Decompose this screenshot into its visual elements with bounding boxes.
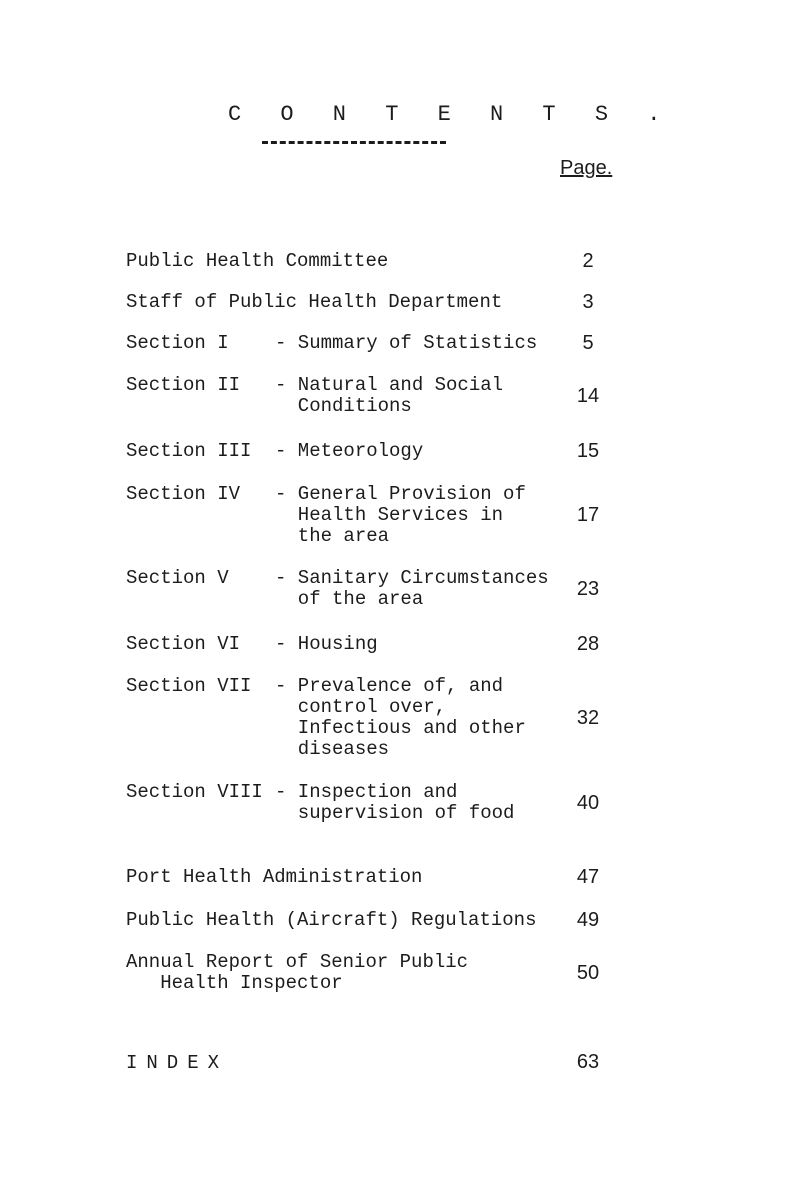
entry-label: Port Health Administration	[126, 866, 423, 888]
entry-label: Staff of Public Health Department	[126, 291, 503, 313]
entry-description: - Sanitary Circumstances of the area	[275, 567, 549, 610]
entry-section: Section V	[126, 567, 229, 589]
entry-label: Public Health Committee	[126, 250, 389, 272]
entry-section: Section VI	[126, 633, 241, 655]
index-label: INDEX	[126, 1052, 229, 1074]
entry-page: 5	[582, 332, 594, 354]
entry-description: - General Provision of Health Services in the area	[275, 483, 526, 547]
entry-description: - Natural and Social Conditions	[275, 374, 504, 417]
entry-description: - Inspection and supervision of food	[275, 781, 515, 824]
entry-description: - Summary of Statistics	[275, 332, 538, 354]
entry-page: 3	[582, 291, 594, 313]
title-underline	[262, 141, 446, 144]
entry-page: 2	[582, 250, 594, 272]
index-page: 63	[576, 1051, 600, 1073]
entry-description: - Prevalence of, and control over, Infectious and other diseases	[275, 675, 526, 760]
entry-page: 32	[576, 707, 600, 729]
entry-page: 49	[576, 909, 600, 931]
contents-title: C O N T E N T S .	[228, 102, 674, 127]
entry-section: Section VII	[126, 675, 252, 697]
page-column-heading: Page.	[560, 157, 613, 179]
entry-description: - Meteorology	[275, 440, 424, 462]
entry-page: 50	[576, 962, 600, 984]
entry-section: Section IV	[126, 483, 241, 505]
entry-label: Public Health (Aircraft) Regulations	[126, 909, 537, 931]
entry-page: 23	[576, 578, 600, 600]
entry-page: 15	[576, 440, 600, 462]
entry-section: Section I	[126, 332, 229, 354]
entry-page: 40	[576, 792, 600, 814]
entry-section: Section VIII	[126, 781, 263, 803]
entry-page: 28	[576, 633, 600, 655]
entry-page: 47	[576, 866, 600, 888]
entry-section: Section II	[126, 374, 241, 396]
entry-label: Annual Report of Senior Public Health Inspector	[126, 951, 469, 994]
entry-description: - Housing	[275, 633, 378, 655]
entry-page: 14	[576, 385, 600, 407]
entry-page: 17	[576, 504, 600, 526]
entry-section: Section III	[126, 440, 252, 462]
